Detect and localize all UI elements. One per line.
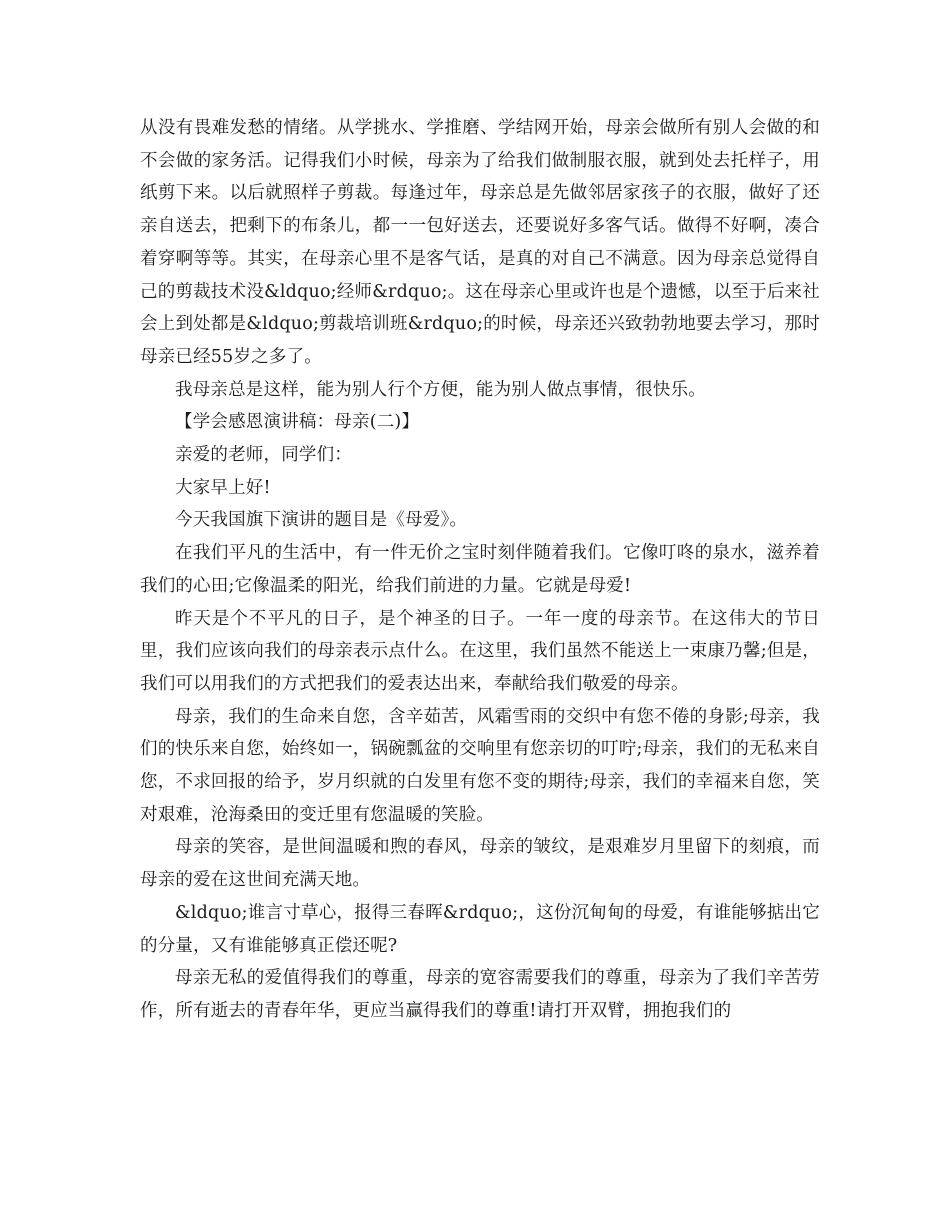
paragraph-1: 从没有畏难发愁的情绪。从学挑水、学推磨、学结网开始，母亲会做所有别人会做的和不会做的家务活。记得我们小时候，母亲为了给我们做制服衣服，就到处去托样子，用纸剪下来。以后就照样子剪裁。每逢过年，母亲总是先做邻居家孩子的衣服，做好了还亲自送去，把剩下的布条儿，都一一包好送去，还要说好多客气话。做得不好啊，凑合着穿啊等等。其实，在母亲心里不是客气话，是真的对自己不满意。因为母亲总觉得自己的剪裁技术没&ldquo;经师&rdquo;。这在母亲心里或许也是个遗憾，以至于后来社会上到处都是&ldquo;剪裁培训班&rdquo;的时候，母亲还兴致勃勃地要去学习，那时母亲已经55岁之多了。	[140, 118, 820, 367]
salutation: 亲爱的老师，同学们：	[175, 445, 352, 466]
document-body	[140, 112, 820, 1028]
paragraph-12: 母亲无私的爱值得我们的尊重，母亲的宽容需要我们的尊重，母亲为了我们辛苦劳作，所有逝去的青春年华，更应当赢得我们的尊重!请打开双臂，拥抱我们的	[140, 968, 820, 1021]
paragraph-7: 在我们平凡的生活中，有一件无价之宝时刻伴随着我们。它像叮咚的泉水，滋养着我们的心田;它像温柔的阳光，给我们前进的力量。它就是母爱!	[140, 543, 820, 596]
paragraph-9: 母亲，我们的生命来自您，含辛茹苦，风霜雪雨的交织中有您不倦的身影;母亲，我们的快乐来自您，始终如一，锅碗瓢盆的交响里有您亲切的叮咛;母亲，我们的无私来自您，不求回报的给予，岁月织就的白发里有您不变的期待;母亲，我们的幸福来自您，笑对艰难，沧海桑田的变迁里有您温暖的笑脸。	[140, 706, 820, 825]
paragraph-8: 昨天是个不平凡的日子，是个神圣的日子。一年一度的母亲节。在这伟大的节日里，我们应该向我们的母亲表示点什么。在这里，我们虽然不能送上一束康乃馨;但是，我们可以用我们的方式把我们的爱表达出来，奉献给我们敬爱的母亲。	[140, 608, 820, 694]
paragraph-2: 我母亲总是这样，能为别人行个方便，能为别人做点事情，很快乐。	[175, 379, 706, 400]
speech-topic: 今天我国旗下演讲的题目是《母爱》。	[175, 510, 468, 531]
greeting: 大家早上好!	[175, 477, 271, 498]
paragraph-10: 母亲的笑容，是世间温暖和煦的春风，母亲的皱纹，是艰难岁月里留下的刻痕，而母亲的爱在这世间充满天地。	[140, 837, 820, 891]
paragraph-11: &ldquo;谁言寸草心，报得三春晖&rdquo;，这份沉甸甸的母爱，有谁能够掂出它的分量，又有谁能够真正偿还呢?	[140, 902, 820, 956]
section-heading: 【学会感恩演讲稿：母亲(二)】	[175, 412, 420, 433]
